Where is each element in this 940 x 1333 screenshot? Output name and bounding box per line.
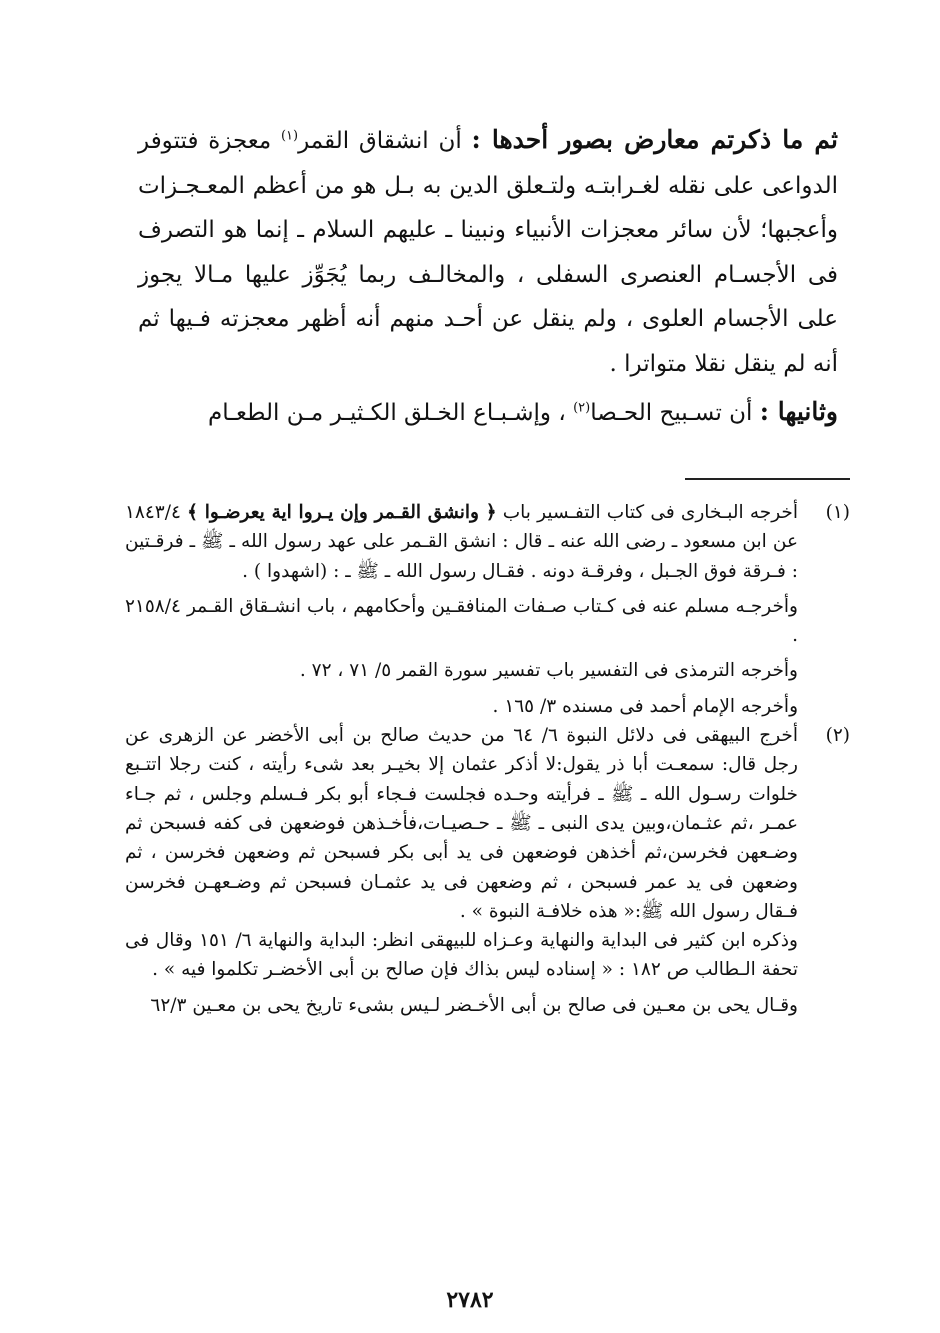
footnote-1-text: ١٨٤٣/٤ عن ابن مسعود ـ رضى الله عنه ـ قال : انشق القـمر على عهد رسول الله ـ ﷺ ـ فرقـتين : فـرقة فوق الجـبل ، وفرقـة دونه . فقـال رسول الله ـ ﷺ ـ : (اشهدوا ) . — [125, 502, 798, 582]
footnote-ref-1[interactable]: (١) — [280, 128, 299, 144]
footnote-1-verse: ﴿ وانشق القـمر وإن يـروا اية يعرضـوا ﴾ — [187, 502, 497, 523]
page-number: ٢٧٨٢ — [446, 1287, 494, 1313]
paragraph-1-part1: أن انشقاق القمر — [298, 128, 472, 154]
footnote-2-number: (٢) — [825, 725, 850, 747]
paragraph-2-part1: أن تسـبيح الحـصا — [590, 400, 760, 426]
footnote-1-sub-1: وأخرجـه مسلم عنه فى كـتاب صـفات المنافقـين وأحكامهم ، باب انشـقاق القـمر ٢١٥٨/٤ . — [125, 595, 798, 647]
footnote-2 — [125, 721, 850, 1020]
footnote-separator — [685, 478, 850, 480]
paragraph-1-lead: ثم ما ذكرتم معارض بصور أحدها : — [471, 125, 838, 154]
footnote-1-sub-2: وأخرجه الترمذى فى التفسير باب تفسير سورة القمر ٥/ ٧١ ، ٧٢ . — [299, 660, 798, 682]
footnote-1-sub-3: وأخرجه الإمام أحمد فى مسنده ٣/ ١٦٥ . — [492, 695, 798, 717]
paragraph-2-part2: ، وإشـبـاع الخـلق الكـثيـر مـن الطعـام — [208, 400, 574, 426]
footnote-1-intro: أخرجه البـخارى فى كتاب التفـسير باب — [502, 502, 798, 523]
footnotes — [125, 498, 850, 1020]
footnote-1 — [125, 498, 850, 721]
main-text — [138, 118, 838, 436]
footnote-2-sub-2: وقـال يحى بن معـين فى صالح بن أبى الأخـضر لـيس بشىء تاريخ يحى بن معـين ٦٢/٣ — [150, 994, 798, 1016]
footnote-1-body — [125, 498, 798, 586]
footnote-ref-2[interactable]: (٢) — [573, 400, 591, 416]
footnote-1-number: (١) — [825, 502, 850, 523]
paragraph-2 — [138, 390, 838, 436]
footnote-2-sub-1: وذكره ابن كثير فى البداية والنهاية وعـزاه للبيهقى انظر: البداية والنهاية ٦/ ١٥١ وقال فى تحفة الـطالب ص ١٨٢ : « إسناده ليس بذاك فإن صالح بن أبى الأخضـر تكلموا فيه » . — [125, 930, 798, 981]
paragraph-2-lead: وثانيها : — [759, 397, 838, 426]
footnote-2-text: أخرج البيهقى فى دلائل النبوة ٦/ ٦٤ من حديث صالح بن أبى الأخضر عن الزهرى عن رجل قال: سمعـت أبا ذر يقول:لا أذكر عثمان إلا بخيـر بعد شىء رأيته ، كنت رجلا اتتـبع خلوات رسـول الله ـ ﷺ ـ فرأيته وحـده فجلست فـجاء أبو بكر فـسلم وجلس ، ثم جـاء عمـر ،ثم عثـمان،وبين يدى النبى ـ ﷺ ـ حـصيـات،فأخـذهن فوضعهن فى كفه فسبحن ثم وضـعهن فخرسن،ثم أخذهن فوضعهن فى يد أبى بكر فسبحن ثم وضعهن فخرسن ، ثم وضعهن فى يد عمر فسبحن ، ثم وضعهن فى يد عثمـان فسبحن ثم وضـعهـن فخرسن فـقال رسول الله ﷺ:« هذه خلافـة النبوة » . — [125, 725, 798, 922]
paragraph-1 — [138, 118, 838, 386]
paragraph-1-part2: معجزة فتتوفر الدواعى على نقله لغـرابتـه ولتـعلق الدين به بـل هو من أعظم المعـجـزات وأعجبها؛ لأن سائر معجزات الأنبياء ونبينا ـ عليهم السلام ـ إنما هو التصرف فى الأجسـام العنصرى السفلى ، والمخالـف ربما يُجَوِّز عليها مـالا يجوز على الأجسام العلوى ، ولم ينقل عن أحـد منهم أنه أظهر معجزته فـيها ثم أنه لم ينقل نقلا متواترا . — [138, 128, 838, 377]
